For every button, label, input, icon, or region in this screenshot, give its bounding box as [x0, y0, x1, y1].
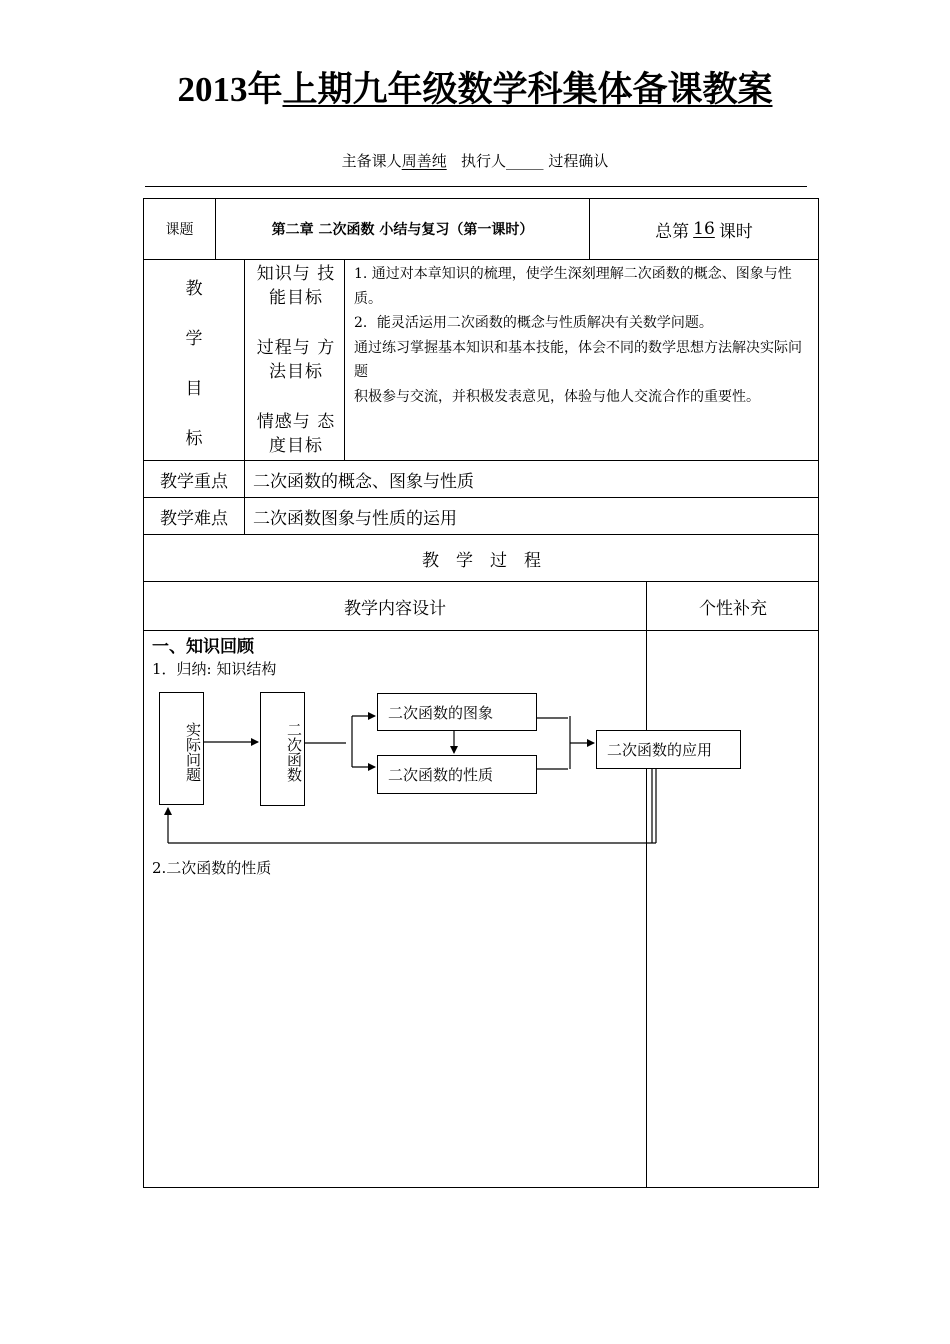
process-heading: 教 学 过 程: [422, 550, 541, 571]
objective-line: 积极参与交流，并积极发表意见，体验与他人交流合作的重要性。: [354, 388, 760, 405]
item-knowledge-structure: 1．归纳: 知识结构: [152, 659, 277, 678]
difficulty-value: 二次函数图象与性质的运用: [253, 508, 457, 529]
period-prefix: 总第: [655, 221, 690, 242]
executor-label: 执行人: [461, 152, 507, 170]
preparer-name: 周善纯: [401, 152, 447, 170]
supplement-column-header: 个性补充: [699, 598, 767, 619]
difficulty-label: 教学难点: [160, 508, 228, 529]
confirm-label: 过程确认: [548, 152, 609, 170]
goal-emotion-label: 情感与 态度目标: [256, 412, 336, 456]
period-suffix: 课时: [718, 221, 753, 242]
box-quadratic-function: 二次函数: [260, 692, 305, 806]
objective-line: 通过练习掌握基本知识和基本技能，体会不同的数学思想方法解决实际问题: [354, 339, 802, 380]
item-function-properties: 2.二次函数的性质: [152, 858, 272, 877]
objectives-side-label-2: 学: [185, 329, 203, 349]
goal-process-label: 过程与 方法目标: [256, 338, 336, 382]
goal-knowledge-label: 知识与 技能目标: [256, 264, 336, 308]
objectives-side-label-4: 标: [185, 429, 203, 449]
title-main: 九年级数学科集体备课教案: [352, 70, 773, 109]
key-point-label: 教学重点: [160, 471, 228, 492]
box-practical-problem: 实际问题: [159, 692, 204, 805]
objectives-side-label-1: 教: [185, 279, 203, 299]
section-review-heading: 一、知识回顾: [152, 636, 254, 657]
period-number: 16: [693, 219, 715, 239]
executor-blank: _____: [506, 152, 544, 170]
key-point-value: 二次函数的概念、图象与性质: [253, 471, 474, 492]
title-prefix: 2013年: [177, 70, 283, 109]
title-semester: 上期: [282, 70, 353, 109]
objective-line: 1. 通过对本章知识的梳理，使学生深刻理解二次函数的概念、图象与性质。: [354, 266, 792, 307]
preparer-label: 主备课人: [341, 152, 402, 170]
topic-label: 课题: [165, 222, 194, 238]
box-function-graph: 二次函数的图象: [377, 693, 537, 731]
topic-title: 第二章 二次函数 小结与复习（第一课时）: [271, 222, 534, 238]
box-function-application: 二次函数的应用: [596, 730, 741, 769]
design-column-header: 教学内容设计: [344, 598, 446, 619]
objectives-side-label-3: 目: [185, 379, 203, 399]
box-function-property: 二次函数的性质: [377, 755, 537, 794]
objective-line: 2．能灵活运用二次函数的概念与性质解决有关数学问题。: [354, 315, 713, 331]
